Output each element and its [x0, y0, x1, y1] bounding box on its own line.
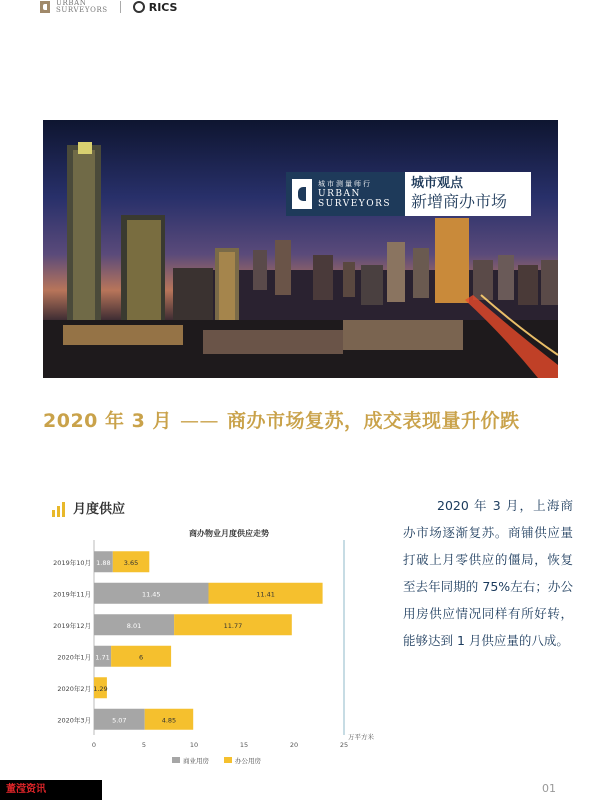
- y-tick-label: 2020年2月: [57, 684, 91, 693]
- data-label: 1.29: [93, 684, 108, 693]
- y-tick-label: 2019年12月: [53, 621, 91, 630]
- unit-label: 万平方米: [348, 733, 374, 741]
- brand-chinese-name: 城市测量师行: [318, 180, 372, 188]
- data-label: 11.45: [141, 590, 161, 599]
- y-tick-label: 2020年3月: [57, 716, 91, 725]
- y-tick-label: 2019年10月: [53, 558, 91, 567]
- legend-label: 商业用房: [183, 757, 209, 765]
- data-label: 8.01: [126, 621, 142, 630]
- x-tick-label: 0: [91, 741, 97, 749]
- headline-date: 2020 年 3 月: [43, 410, 172, 432]
- data-label: 1.88: [96, 558, 111, 567]
- data-label: 5.07: [112, 716, 127, 725]
- urban-surveyors-logo-text: URBAN SURVEYORS: [56, 0, 108, 14]
- headline-dash: ——: [179, 410, 219, 432]
- data-label: 3.65: [123, 558, 139, 567]
- rics-logo-text: RICS: [148, 0, 178, 14]
- headline-title: 商办市场复苏，成交表现量升价跌: [226, 410, 520, 432]
- hero-city-image: [43, 120, 558, 378]
- urban-surveyors-mark-icon: [292, 179, 312, 209]
- page-number: 01: [542, 782, 556, 795]
- y-tick-label: 2020年1月: [57, 653, 91, 662]
- header-logos: [40, 0, 177, 14]
- data-label: 11.41: [256, 590, 275, 599]
- header-divider: [120, 1, 121, 13]
- rics-logo-icon: [133, 1, 145, 13]
- legend-label: 办公用房: [235, 757, 261, 765]
- legend-swatch-commercial: [172, 757, 180, 763]
- brand-label-panel: [405, 172, 531, 216]
- data-label: 6: [139, 653, 144, 662]
- summary-paragraph: 2020 年 3 月，上海商办市场逐渐复苏。商铺供应量打破上月零供应的僵局，恢复至去年同期的 75%左右；办公用房供应情况同样有所好转，能够达到 1 月供应量的八成。: [403, 498, 573, 648]
- y-tick-label: 2019年11月: [53, 590, 91, 599]
- legend-swatch-office: [224, 757, 232, 763]
- brand-banner: [286, 172, 531, 216]
- x-tick-label: 15: [239, 741, 249, 749]
- urban-surveyors-logo-icon: [40, 1, 50, 13]
- section-heading: [52, 498, 125, 517]
- brand-english-name-1: URBAN: [318, 189, 361, 199]
- footer-source-tag: 董滢资讯: [0, 780, 102, 800]
- x-tick-label: 5: [141, 741, 147, 749]
- page-headline: [43, 406, 558, 433]
- brand-label-title: 城市观点: [411, 176, 464, 191]
- brand-english-name-2: SURVEYORS: [318, 199, 392, 209]
- brand-label-subtitle: 新增商办市场: [411, 192, 508, 211]
- x-tick-label: 25: [339, 741, 349, 749]
- chart-title: 商办物业月度供应走势: [189, 529, 269, 538]
- data-label: 11.77: [223, 621, 243, 630]
- section-title: 月度供应: [73, 502, 126, 517]
- brand-logo-panel: [286, 172, 405, 216]
- x-tick-label: 10: [189, 741, 199, 749]
- data-label: 4.85: [161, 716, 177, 725]
- data-label: 1.71: [95, 653, 110, 662]
- x-tick-label: 20: [289, 741, 299, 749]
- city-skyline-illustration: [43, 120, 558, 378]
- bar-chart-icon: [52, 502, 67, 517]
- monthly-supply-chart: [44, 520, 374, 765]
